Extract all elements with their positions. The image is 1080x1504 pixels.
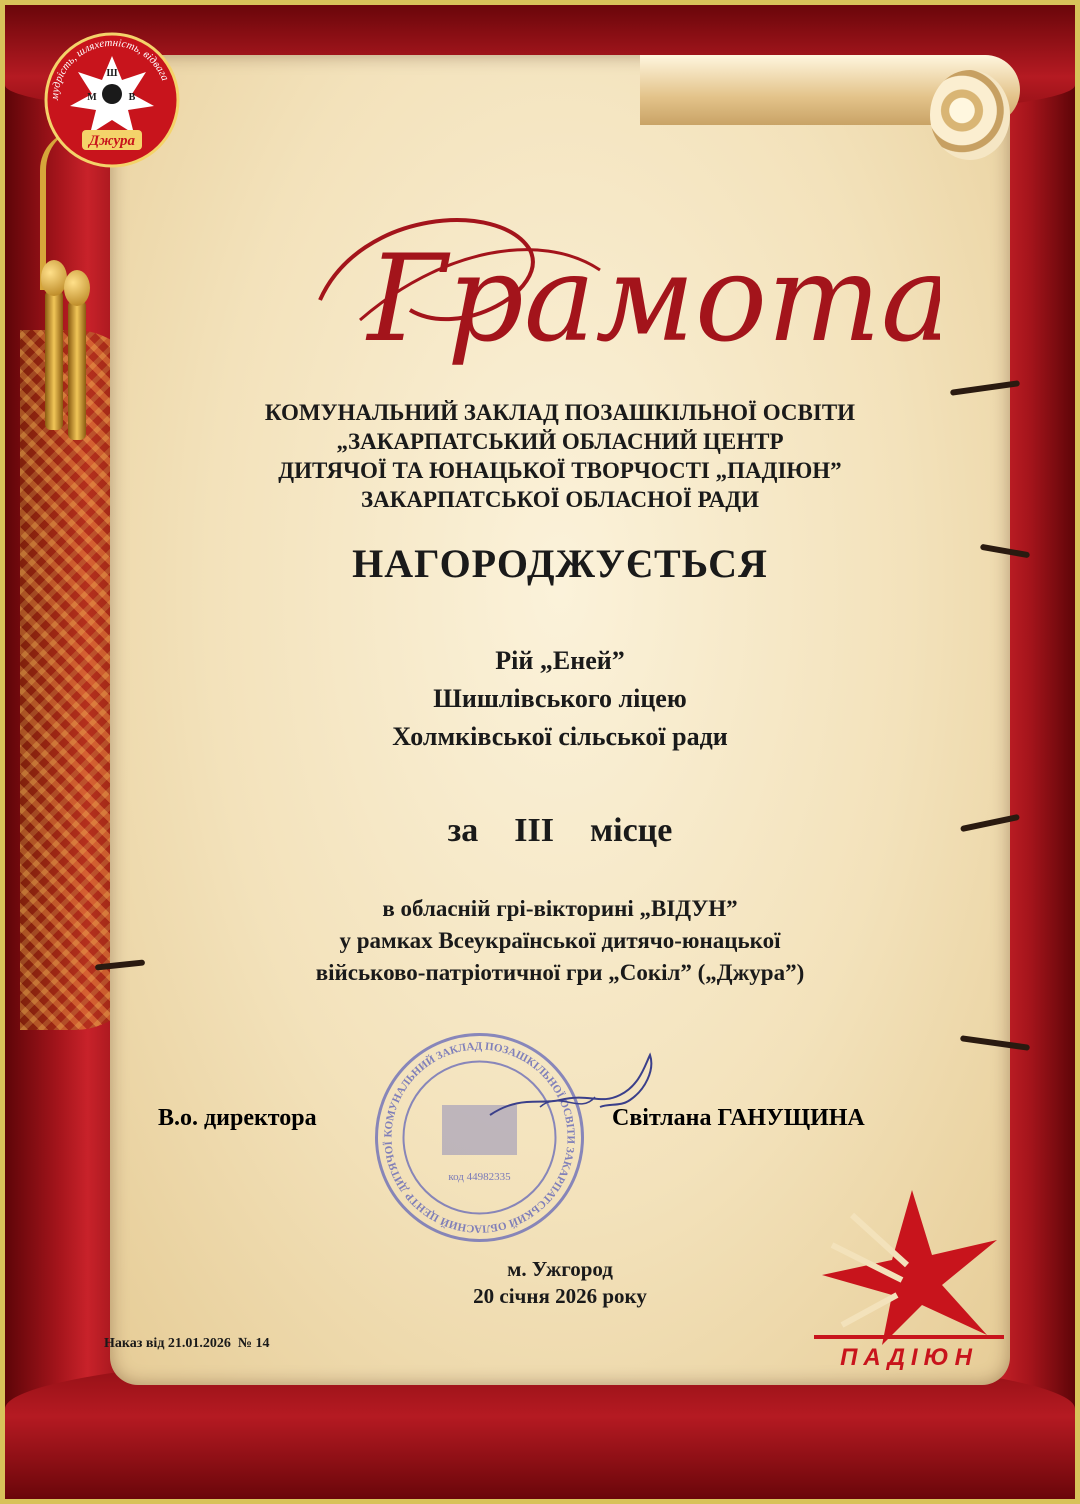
djura-letter: М: [87, 92, 97, 103]
order-note: Наказ від 21.01.2026 № 14: [104, 1336, 270, 1351]
place-prefix: за: [447, 812, 479, 849]
event-line: у рамках Всеукраїнської дитячо-юнацької: [339, 928, 781, 953]
event-block: [110, 893, 1010, 989]
djura-name: Джура: [89, 133, 135, 149]
stamp-ring-text: КОМУНАЛЬНИЙ ЗАКЛАД ПОЗАШКІЛЬНОЇ ОСВІТИ ЗАКАРПАТСЬКИЙ ОБЛАСНИЙ ЦЕНТР ДИТЯЧОЇ: [382, 1040, 577, 1235]
city: м. Ужгород: [507, 1257, 613, 1281]
certificate-title: [300, 190, 940, 380]
organization-line: ЗАКАРПАТСЬКОЇ ОБЛАСНОЇ РАДИ: [360, 487, 760, 512]
djura-letter: В: [128, 92, 136, 103]
tassel-icon: [45, 290, 63, 430]
recipient-line: Холмківської сільської ради: [392, 722, 728, 751]
recipient-line: Шишлівського ліцею: [433, 684, 687, 713]
djura-ring-text: мудрість, шляхетність, відвага: [48, 36, 172, 101]
title-text: Грамота: [367, 230, 940, 369]
tassel-icon: [68, 300, 86, 440]
recipient-block: [110, 642, 1010, 756]
djura-logo: [42, 30, 182, 170]
organization-line: „ЗАКАРПАТСЬКИЙ ОБЛАСНИЙ ЦЕНТР: [336, 429, 784, 454]
event-line: військово-патріотичної гри „Сокіл” („Джура”): [315, 960, 805, 985]
signatory-position: В.о. директора: [158, 1105, 317, 1131]
padion-logo: [812, 1185, 1012, 1375]
stamp-code: код 44982335: [448, 1171, 511, 1183]
place-suffix: місце: [589, 812, 673, 849]
place-line: [110, 812, 1010, 850]
djura-letter: Ш: [106, 68, 118, 79]
organization-line: КОМУНАЛЬНИЙ ЗАКЛАД ПОЗАШКІЛЬНОЇ ОСВІТИ: [264, 400, 856, 425]
scroll-curl-icon: [930, 70, 1010, 160]
organization-line: ДИТЯЧОЇ ТА ЮНАЦЬКОЇ ТВОРЧОСТІ „ПАДІЮН”: [278, 458, 842, 483]
date: 20 січня 2026 року: [473, 1284, 647, 1308]
place-rank: III: [514, 812, 554, 849]
signatory-name: Світлана ГАНУЩИНА: [612, 1105, 865, 1131]
organization-block: [110, 398, 1010, 514]
recipient-line: Рій „Еней”: [495, 646, 625, 675]
padion-name: ПАДІЮН: [840, 1344, 978, 1371]
awarded-heading: НАГОРОДЖУЄТЬСЯ: [352, 541, 768, 586]
event-line: в обласній грі-вікторині „ВІДУН”: [382, 896, 738, 921]
